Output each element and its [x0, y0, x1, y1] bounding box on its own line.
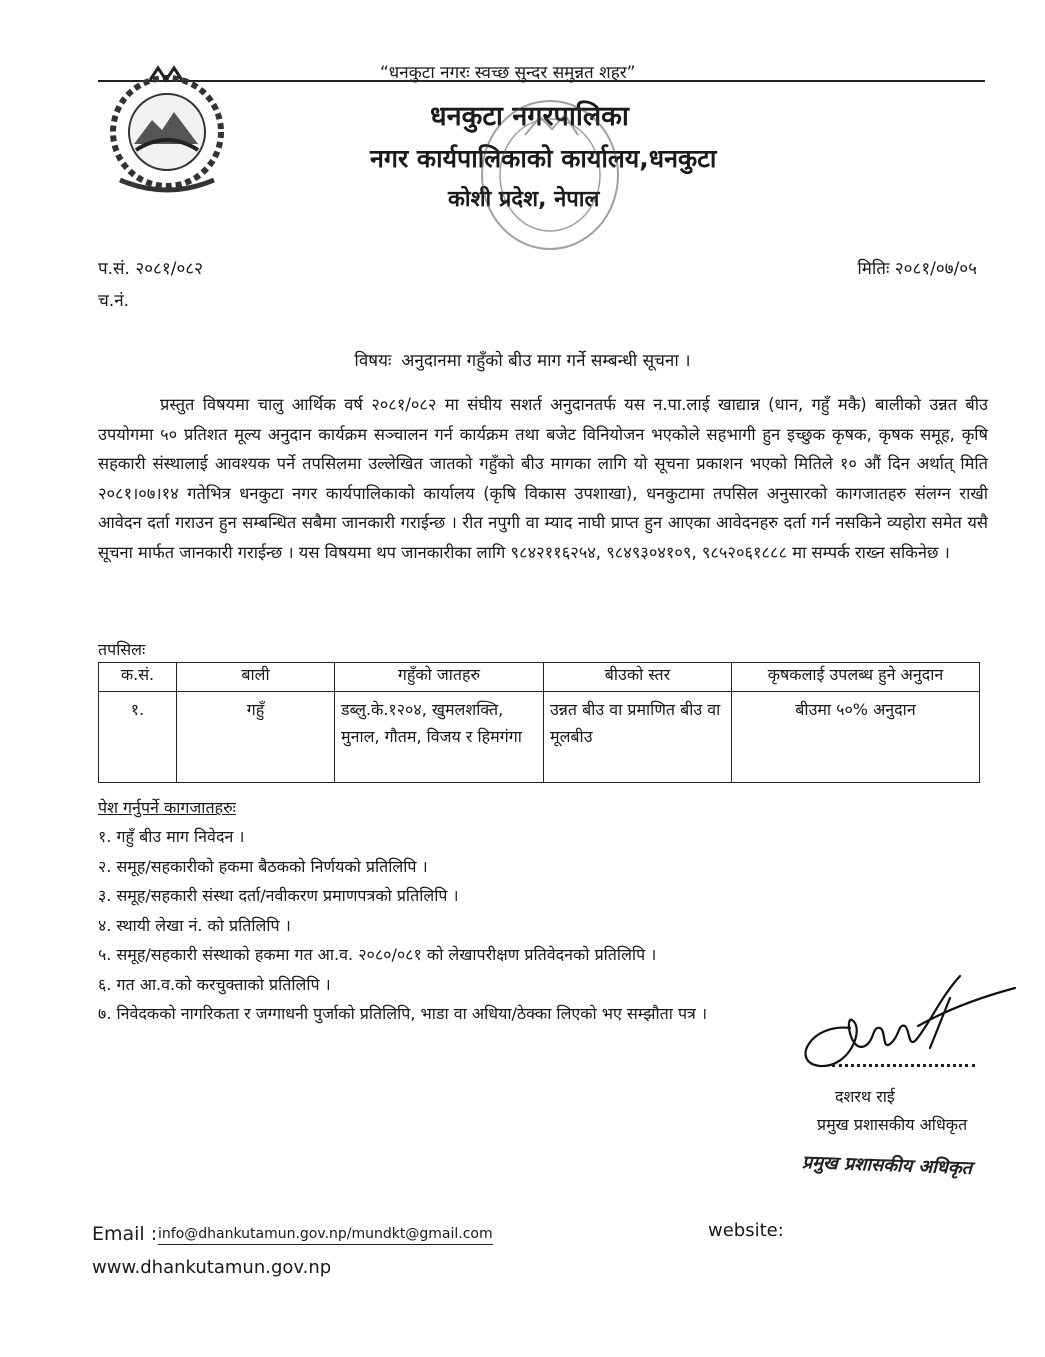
- subject-text: अनुदानमा गहुँको बीउ माग गर्ने सम्बन्धी सूचना ।: [401, 351, 691, 371]
- email-address: info@dhankutamun.gov.np/mundkt@gmail.com: [158, 1226, 493, 1245]
- signature-line: [832, 1064, 975, 1067]
- subject-label: विषयः: [354, 351, 392, 371]
- signatory-title: प्रमुख प्रशासकीय अधिकृत: [817, 1115, 968, 1134]
- slogan: “धनकुटा नगरः स्वच्छ सुन्दर समुन्नत शहर”: [380, 63, 636, 83]
- office-name: नगर कार्यपालिकाको कार्यालय,धनकुटा: [370, 144, 717, 173]
- table-caption: तपसिलः: [98, 640, 146, 659]
- documents-list: [98, 822, 707, 1029]
- website-url: www.dhankutamun.gov.np: [92, 1257, 332, 1278]
- province-name: कोशी प्रदेश, नेपाल: [448, 187, 600, 212]
- col-crop: बाली: [177, 663, 335, 692]
- subject-line: [0, 348, 1045, 371]
- signatory-name: दशरथ राई: [835, 1087, 895, 1106]
- dispatch-number: च.नं.: [98, 291, 130, 311]
- reference-number: प.सं. २०८१/०८२: [98, 259, 203, 279]
- notice-date: मितिः २०८१/०७/०५: [857, 259, 977, 279]
- list-item: ३. समूह/सहकारी संस्था दर्ता/नवीकरण प्रमाणपत्रको प्रतिलिपि ।: [98, 886, 459, 905]
- cell-crop: गहुँ: [177, 692, 335, 783]
- col-varieties: गहुँको जातहरु: [335, 663, 544, 692]
- list-item: ७. निवेदकको नागरिकता र जग्गाधनी पुर्जाको प्रतिलिपि, भाडा वा अधिया/ठेक्का लिएको भए सम्झौता पत्र ।: [98, 1004, 708, 1023]
- cell-subsidy: बीउमा ५०% अनुदान: [732, 692, 980, 783]
- table-header-row: [99, 663, 980, 692]
- seed-table: [98, 662, 980, 783]
- list-item: २. समूह/सहकारीको हकमा बैठकको निर्णयको प्रतिलिपि ।: [98, 856, 428, 876]
- col-subsidy: कृषकलाई उपलब्ध हुने अनुदान: [732, 663, 980, 692]
- nepal-emblem-icon: [100, 60, 235, 195]
- list-item: ५. समूह/सहकारी संस्थाको हकमा गत आ.व. २०८०/०८१ को लेखापरीक्षण प्रतिवेदनको प्रतिलिपि ।: [98, 945, 657, 964]
- org-name: धनकुटा नगरपालिका: [430, 101, 629, 132]
- handwritten-signature: [790, 968, 1020, 1078]
- list-item: ६. गत आ.व.को करचुक्ताको प्रतिलिपि ।: [98, 974, 331, 994]
- website-label: website:: [708, 1220, 784, 1241]
- title-stamp: प्रमुख प्रशासकीय अधिकृत: [801, 1152, 973, 1179]
- list-item: १. गहुँ बीउ माग निवेदन ।: [98, 827, 245, 846]
- cell-varieties: डब्लु.के.१२०४, खुमलशक्ति, मुनाल, गौतम, विजय र हिमगंगा: [335, 692, 544, 783]
- cell-seed-grade: उन्नत बीउ वा प्रमाणित बीउ वा मूलबीउ: [544, 692, 732, 783]
- col-seed-grade: बीउको स्तर: [544, 663, 732, 692]
- email-label: Email :: [92, 1223, 158, 1245]
- col-serial: क.सं.: [99, 663, 177, 692]
- notice-body: प्रस्तुत विषयमा चालु आर्थिक वर्ष २०८१/०८२ मा संघीय सशर्त अनुदानतर्फ यस न.पा.लाई खाद्यान्न (धान, गहुँ मकै) बालीको उन्नत बीउ उपयोगमा ५० प्रतिशत मूल्य अनुदान कार्यक्रम सञ्चालन गर्न कार्यक्रम तथा बजेट विनियोजन भएकोले सहभागी हुन इच्छुक कृषक, कृषक समूह, कृषि सहकारी संस्थालाई आवश्यक पर्ने तपसिलमा उल्लेखित जातको गहुँको बीउ मागका लागि यो सूचना प्रकाशन भएको मितिले १० औं दिन अर्थात् मिति २०८१।०७।१४ गतेभित्र धनकुटा नगर कार्यपालिकाको कार्यालय (कृषि विकास उपशाखा), धनकुटामा तपसिल अनुसारको कागजातहरु संलग्न राखी आवेदन दर्ता गराउन हुन सम्बन्धित सबैमा जानकारी गराईन्छ । रीत नपुगी वा म्याद नाघी प्राप्त हुन आएका आवेदनहरु दर्ता गर्न नसकिने व्यहोरा समेत यसै सूचना मार्फत जानकारी गराईन्छ । यस विषयमा थप जानकारीका लागि ९८४२११६२५४, ९८४९३०४१०९, ९८५२०६१८८८ मा सम्पर्क राख्न सकिनेछ ।: [98, 395, 988, 562]
- table-row: [99, 692, 980, 783]
- list-item: ४. स्थायी लेखा नं. को प्रतिलिपि ।: [98, 915, 291, 935]
- office-seal-icon: [470, 95, 630, 265]
- cell-serial: १.: [99, 692, 177, 783]
- documents-title: पेश गर्नुपर्ने कागजातहरुः: [98, 798, 236, 817]
